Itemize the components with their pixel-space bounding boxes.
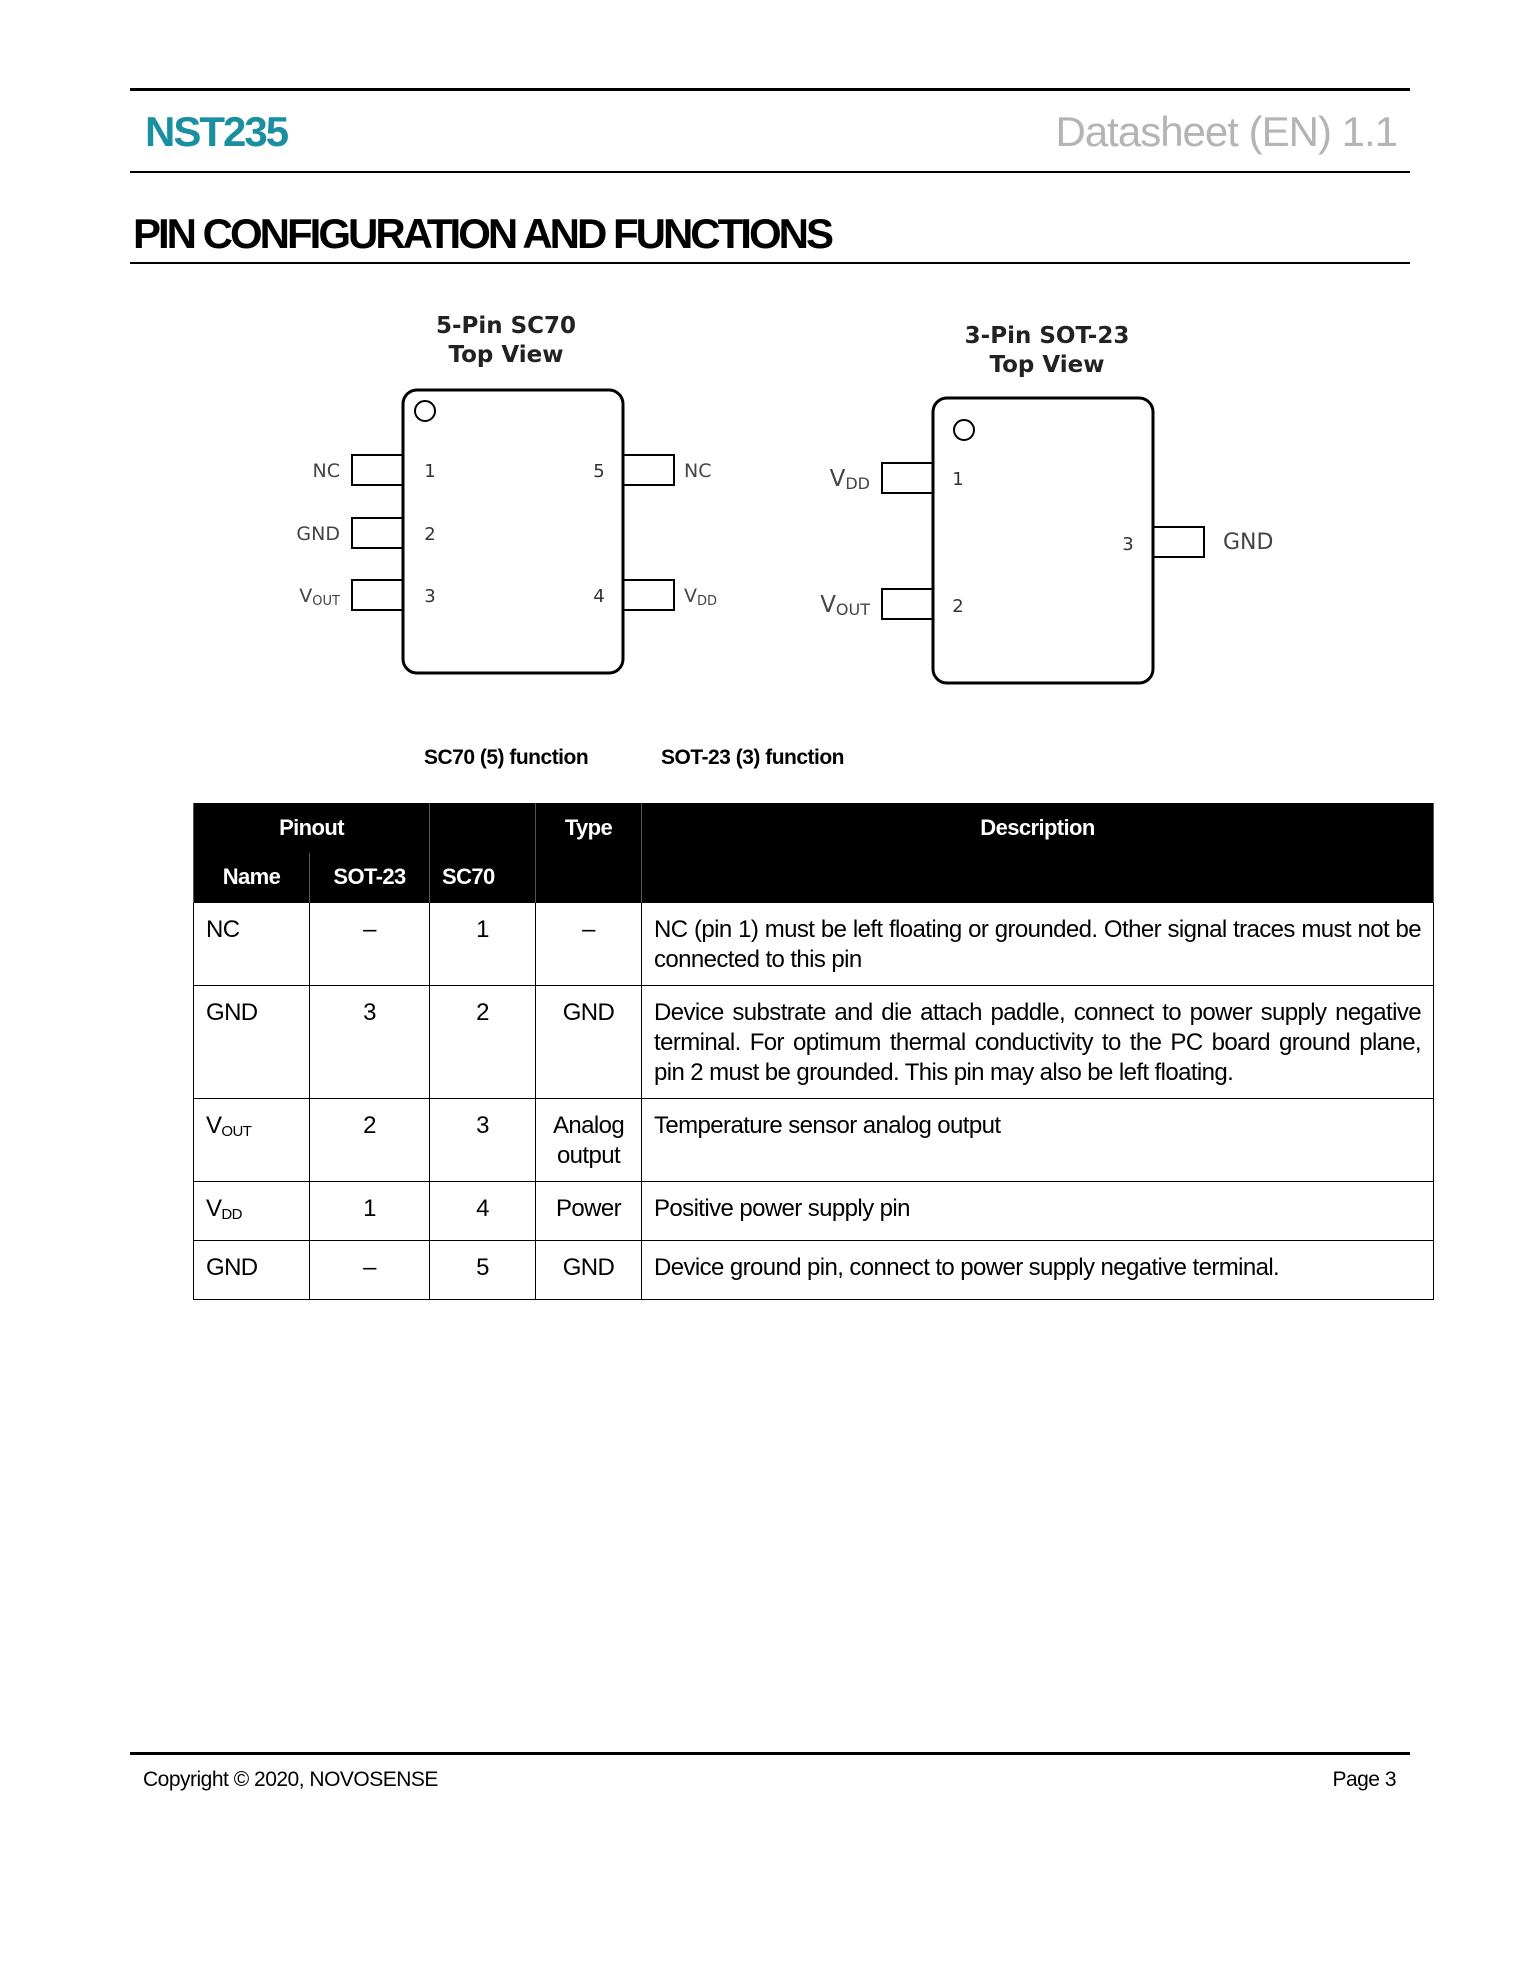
row-description: Device ground pin, connect to power supply negative terminal. — [642, 1240, 1434, 1299]
row-name: NC — [194, 902, 310, 985]
sc70-pin4-label: VDD — [684, 585, 718, 609]
pin-diagrams — [0, 0, 1530, 720]
sot23-pin1-number: 1 — [952, 469, 964, 490]
row-name: $V_{DD}$ — [194, 1181, 310, 1240]
row-sot23: 3 — [310, 985, 430, 1098]
footer-rule — [130, 1752, 1410, 1755]
row-sot23: 2 — [310, 1098, 430, 1181]
pin-function-table — [193, 803, 1434, 1300]
sot23-pin3-lead — [1153, 527, 1204, 557]
header-name: Name — [194, 853, 310, 902]
footer-copyright: Copyright © 2020, NOVOSENSE — [143, 1768, 438, 1791]
header-sot23: SOT-23 — [310, 853, 430, 902]
row-name: GND — [194, 985, 310, 1098]
sot23-pin2-label: VOUT — [820, 592, 870, 619]
sot23-pin1-marker — [954, 420, 974, 440]
header-pinout: Pinout — [194, 803, 430, 853]
row-description: Device substrate and die attach paddle, connect to power supply negative terminal. For optimum thermal conductivity to the PC board ground plane, pin 2 must be grounded. This pin may also be left floating. — [642, 985, 1434, 1098]
row-sot23: 1 — [310, 1181, 430, 1240]
sc70-pin3-number: 3 — [424, 586, 436, 607]
sot23-title-line2: Top View — [989, 352, 1105, 378]
sot23-title-line1: 3-Pin SOT-23 — [964, 323, 1130, 349]
section-title: PIN CONFIGURATION AND FUNCTIONS — [133, 210, 831, 257]
sc70-pin2-label: GND — [296, 523, 340, 545]
sc70-title-line2: Top View — [448, 342, 564, 368]
sc70-caption: SC70 (5) function — [424, 746, 589, 769]
sot23-pin3-label: GND — [1223, 530, 1274, 555]
row-type: GND — [536, 985, 642, 1098]
table-row — [194, 1181, 1434, 1240]
table-row — [194, 985, 1434, 1098]
sot23-caption: SOT-23 (3) function — [661, 746, 845, 769]
row-sc70: 1 — [430, 902, 536, 985]
sc70-package-diagram — [296, 313, 717, 673]
sc70-pin2-lead — [352, 518, 403, 548]
document-version: Datasheet (EN) 1.1 — [1055, 108, 1397, 155]
row-description: Temperature sensor analog output — [642, 1098, 1434, 1181]
header-blank — [430, 803, 536, 853]
product-name: NST235 — [145, 108, 288, 155]
table-row — [194, 902, 1434, 985]
sot23-pin2-lead — [882, 589, 933, 619]
sc70-pin1-number: 1 — [424, 461, 436, 482]
row-sc70: 2 — [430, 985, 536, 1098]
sc70-pin5-number: 5 — [593, 461, 605, 482]
header-sc70: SC70 — [430, 853, 536, 902]
sot23-pin1-label: VDD — [829, 466, 870, 493]
table-row — [194, 1098, 1434, 1181]
row-sc70: 5 — [430, 1240, 536, 1299]
row-type: Analog output — [536, 1098, 642, 1181]
row-sot23: – — [310, 902, 430, 985]
sc70-pin4-number: 4 — [593, 586, 605, 607]
sot23-pin1-lead — [882, 463, 933, 493]
sc70-pin2-number: 2 — [424, 524, 436, 545]
sc70-title-line1: 5-Pin SC70 — [435, 313, 577, 339]
sc70-pin3-lead — [352, 580, 403, 610]
sc70-pin1-label: NC — [312, 460, 340, 482]
row-sc70: 4 — [430, 1181, 536, 1240]
row-description: NC (pin 1) must be left floating or grounded. Other signal traces must not be connected to this pin — [642, 902, 1434, 985]
sc70-pin3-label: VOUT — [299, 585, 340, 609]
row-type: – — [536, 902, 642, 985]
row-description: Positive power supply pin — [642, 1181, 1434, 1240]
row-name: GND — [194, 1240, 310, 1299]
sc70-pin4-lead — [623, 580, 674, 610]
row-sot23: – — [310, 1240, 430, 1299]
sot23-pin3-number: 3 — [1122, 534, 1134, 555]
table-row — [194, 1240, 1434, 1299]
sc70-pin5-lead — [623, 455, 674, 485]
row-type: GND — [536, 1240, 642, 1299]
row-sc70: 3 — [430, 1098, 536, 1181]
sc70-body — [403, 390, 623, 673]
row-name: $V_{OUT}$ — [194, 1098, 310, 1181]
header-description: Description — [642, 803, 1434, 902]
row-type: Power — [536, 1181, 642, 1240]
header-type: Type — [536, 803, 642, 902]
sc70-pin1-marker — [415, 401, 435, 421]
footer-page-number: Page 3 — [1332, 1768, 1396, 1791]
sc70-pin1-lead — [352, 455, 403, 485]
sc70-pin5-label: NC — [684, 460, 712, 482]
sot23-pin2-number: 2 — [952, 596, 964, 617]
sot23-package-diagram — [820, 323, 1273, 683]
